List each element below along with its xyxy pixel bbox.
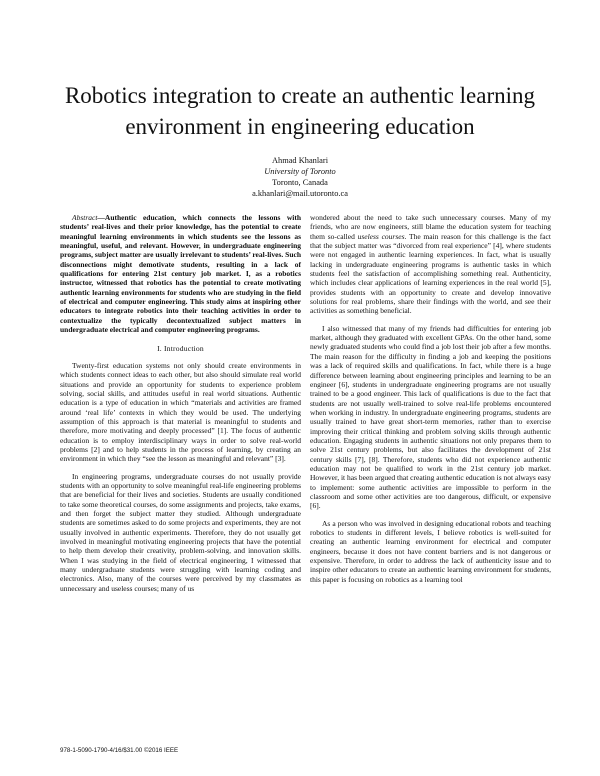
author-name: Ahmad Khanlari [271, 156, 329, 165]
author-email[interactable]: a.khanlari@mail.utoronto.ca [252, 189, 348, 198]
intro-paragraph-2: In engineering programs, undergraduate courses do not usually provide students with an opportunity to solve meaningful real-life engineering problems that are beneficial for their lives and societies. Students are usually conditioned to take some theoretical courses, do some assignments and projects, take exams, and then forget the subject matter they studied. Although undergraduate students are sometimes asked to do some projects and experiments, they are not usually involved in authentic experiments. Therefore, they do not usually get involved in meaningful motivating engineering projects that have the potential to help them develop their creativity, problem-solving, and innovation skills. When I was studying in the field of electrical engineering, I witnessed that many undergraduate students were struggling with learning coding and electronics. Also, many of the courses were perceived by my classmates as unnecessary and useless courses; many of us [60, 471, 301, 593]
right-column [310, 213, 551, 584]
p3-text-b: . The main reason for this challenge is the fact that the subject matter was “divorced from real experience” [4], where students were not engaged in authentic learning experiences. In fact, what is usually lacking in undergraduate engineering programs is authentic tasks in which students feel the satisfaction of accomplishing something real. Authenticity, which includes clear applications of learning experiences in the real world [5], provides students with an opportunity to create and develop innovative solutions for real problems, share their findings with the world, and see their activities as something beneficial. [310, 231, 551, 316]
p3-emphasis: useless courses [357, 231, 405, 241]
author-affiliation: University of Toronto [264, 167, 336, 176]
intro-paragraph-1: Twenty-first education systems not only should create environments in which students connect ideas to each other, but also should simulate real world situations and provide an opportunity for students to experience problem solving, social skills, and attitudes useful in real world situations. Authentic education is a type of education in which “materials and activities are framed around ‘real life’ contexts in which they would be used. The underlying assumption of this approach is that material is meaningful to students and therefore, more motivating and deeply processed” [1]. The focus of authentic education is to employ interdisciplinary ways in order to solve real-world problems [2] and to help students in the process of learning, by creating an environment in which they “see the lesson as meaningful and relevant” [3]. [60, 360, 301, 464]
copyright-footer: 978-1-5090-1790-4/16/$31.00 ©2016 IEEE [60, 747, 179, 754]
p3-text-a: wondered about the need to take such unnecessary courses. Many of my friends, who are now engineers, still blame the education system for teaching them so-called [310, 213, 551, 241]
abstract-label: Abstract [72, 213, 98, 222]
left-column [60, 213, 301, 593]
author-block [150, 155, 450, 199]
paper-title: Robotics integration to create an authentic learning environment in engineering education [64, 83, 536, 139]
abstract [60, 213, 301, 334]
intro-paragraph-3: I also witnessed that many of my friends had difficulties for entering job market, although they graduated with excellent GPAs. On the other hand, some newly graduated students who could find a job lost their job after a few months. The main reason for the difficulty in finding a job and keeping the positions was a lack of required skills and qualifications. In fact, while there is a huge difference between learning about engineering principles and learning to be an engineer [6], students in undergraduate engineering programs are not usually trained to be a good engineer. This lack of qualifications is due to the fact that students are not usually well-trained to solve real-life problems encountered when working in industry. In undergraduate engineering programs, students are usually trained to have great short-term memories, rather than to exercise improving their critical thinking and problem solving skills through authentic education. Engaging students in authentic situations not only prepares them to solve 21st century problems, but also facilitates the development of 21st century skills [7], [8]. Therefore, students who did not experience authentic education may not be qualified to work in the 21st century job market. However, it has been argued that creating authentic education is not always easy to implement: some authentic activities are impossible to perform in the classroom and some other activities are too dangerous, difficult, or expensive [6]. [310, 323, 551, 511]
intro-paragraph-2-continued [310, 213, 551, 316]
intro-paragraph-4: As a person who was involved in designing educational robots and teaching robotics to students in different levels, I believe robotics is well-suited for creating an authentic learning environment for electrical and computer engineers, because it does not have content barriers and is not dangerous or expensive. Therefore, in order to address the lack of authenticity issue and to inspire other educators to create an authentic learning environment for students, this paper is focusing on robotics as a learning tool [310, 518, 551, 584]
section-heading-introduction: I. Introduction [157, 344, 204, 354]
author-location: Toronto, Canada [272, 178, 328, 187]
abstract-text: —Authentic education, which connects the lessons with students’ real-lives and their prior knowledge, has the potential to create meaningful learning environments in which students see the lessons as meaningful, useful, and relevant. However, in undergraduate engineering programs, subject matter are usually irrelevant to students’ real-lives. Such disconnections might demotivate students, resulting in a lack of qualifications for entering 21st century job market. I, as a robotics instructor, witnessed that robotics has the potential to create motivating authentic learning environments for students who are studying in the field of electrical and computer engineering. This study aims at inspiring other educators to integrate robotics into their teaching activities in order to contextualize the typically decontextualized subject matters in undergraduate electrical and computer engineering programs. [60, 213, 301, 335]
